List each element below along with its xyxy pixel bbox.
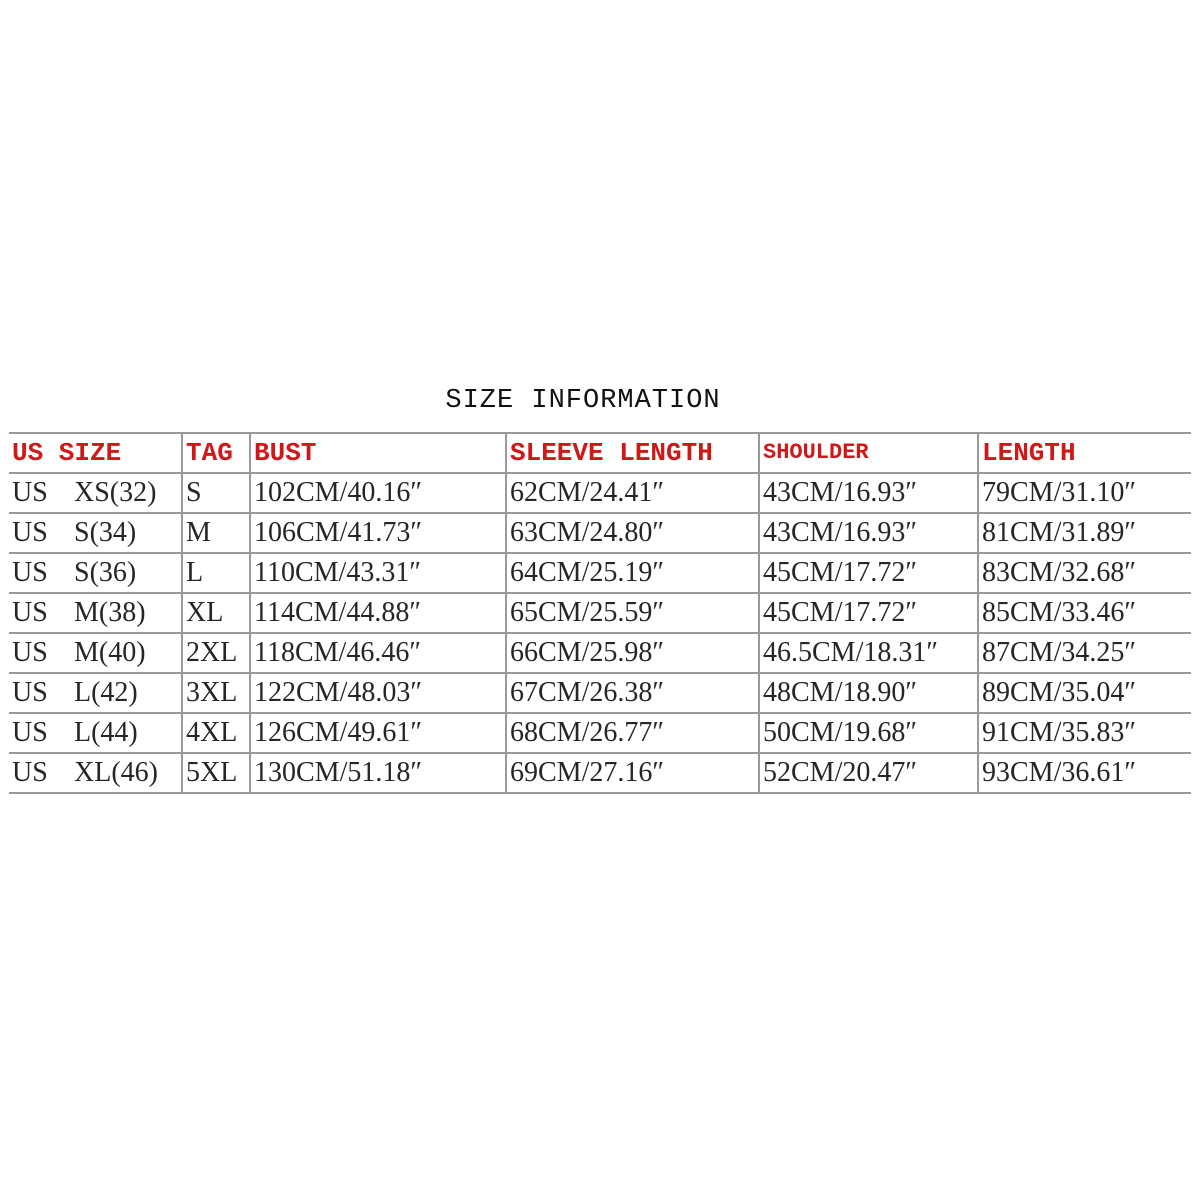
cell-bust: 122CM/48.03″	[250, 673, 506, 713]
us-prefix: US	[12, 557, 48, 588]
cell-us-size	[9, 753, 182, 793]
table-row	[9, 753, 1191, 793]
cell-shoulder: 45CM/17.72″	[759, 593, 978, 633]
cell-tag: L	[182, 553, 250, 593]
cell-bust: 130CM/51.18″	[250, 753, 506, 793]
cell-sleeve-length: 63CM/24.80″	[506, 513, 759, 553]
header-length: LENGTH	[978, 433, 1191, 473]
us-prefix: US	[12, 717, 48, 748]
cell-bust: 118CM/46.46″	[250, 633, 506, 673]
cell-us-size	[9, 673, 182, 713]
cell-length: 79CM/31.10″	[978, 473, 1191, 513]
cell-sleeve-length: 64CM/25.19″	[506, 553, 759, 593]
cell-shoulder: 48CM/18.90″	[759, 673, 978, 713]
cell-shoulder: 43CM/16.93″	[759, 473, 978, 513]
table-row	[9, 513, 1191, 553]
cell-tag: XL	[182, 593, 250, 633]
table-row	[9, 713, 1191, 753]
us-prefix: US	[12, 637, 48, 668]
table-body	[9, 473, 1191, 793]
us-size-value: S(36)	[74, 557, 137, 588]
us-prefix: US	[12, 597, 48, 628]
cell-length: 87CM/34.25″	[978, 633, 1191, 673]
cell-tag: 2XL	[182, 633, 250, 673]
cell-length: 91CM/35.83″	[978, 713, 1191, 753]
cell-us-size	[9, 713, 182, 753]
table-row	[9, 473, 1191, 513]
cell-bust: 114CM/44.88″	[250, 593, 506, 633]
page-title: SIZE INFORMATION	[445, 386, 721, 416]
cell-bust: 102CM/40.16″	[250, 473, 506, 513]
cell-us-size	[9, 593, 182, 633]
cell-us-size	[9, 513, 182, 553]
us-prefix: US	[12, 677, 48, 708]
cell-sleeve-length: 62CM/24.41″	[506, 473, 759, 513]
cell-bust: 126CM/49.61″	[250, 713, 506, 753]
cell-bust: 106CM/41.73″	[250, 513, 506, 553]
us-size-value: M(38)	[74, 597, 146, 628]
cell-length: 83CM/32.68″	[978, 553, 1191, 593]
us-prefix: US	[12, 517, 48, 548]
cell-sleeve-length: 69CM/27.16″	[506, 753, 759, 793]
cell-length: 89CM/35.04″	[978, 673, 1191, 713]
cell-us-size	[9, 553, 182, 593]
table-header-row	[9, 433, 1191, 473]
header-tag: TAG	[182, 433, 250, 473]
cell-tag: S	[182, 473, 250, 513]
us-prefix: US	[12, 477, 48, 508]
header-sleeve-length: SLEEVE LENGTH	[506, 433, 759, 473]
cell-length: 81CM/31.89″	[978, 513, 1191, 553]
cell-us-size	[9, 473, 182, 513]
us-prefix: US	[12, 757, 48, 788]
cell-length: 85CM/33.46″	[978, 593, 1191, 633]
cell-sleeve-length: 67CM/26.38″	[506, 673, 759, 713]
table-row	[9, 593, 1191, 633]
header-bust: BUST	[250, 433, 506, 473]
table-row	[9, 553, 1191, 593]
size-table	[9, 432, 1191, 794]
cell-shoulder: 45CM/17.72″	[759, 553, 978, 593]
cell-tag: M	[182, 513, 250, 553]
cell-sleeve-length: 65CM/25.59″	[506, 593, 759, 633]
cell-us-size	[9, 633, 182, 673]
cell-sleeve-length: 66CM/25.98″	[506, 633, 759, 673]
us-size-value: L(42)	[74, 677, 138, 708]
header-shoulder: SHOULDER	[759, 433, 978, 473]
us-size-value: XL(46)	[74, 757, 158, 788]
cell-tag: 4XL	[182, 713, 250, 753]
cell-tag: 5XL	[182, 753, 250, 793]
table-row	[9, 673, 1191, 713]
header-us-size: US SIZE	[9, 433, 182, 473]
cell-shoulder: 46.5CM/18.31″	[759, 633, 978, 673]
us-size-value: M(40)	[74, 637, 146, 668]
us-size-value: XS(32)	[74, 477, 157, 508]
table-row	[9, 633, 1191, 673]
cell-shoulder: 43CM/16.93″	[759, 513, 978, 553]
cell-length: 93CM/36.61″	[978, 753, 1191, 793]
cell-tag: 3XL	[182, 673, 250, 713]
us-size-value: S(34)	[74, 517, 137, 548]
cell-bust: 110CM/43.31″	[250, 553, 506, 593]
cell-shoulder: 52CM/20.47″	[759, 753, 978, 793]
us-size-value: L(44)	[74, 717, 138, 748]
cell-shoulder: 50CM/19.68″	[759, 713, 978, 753]
cell-sleeve-length: 68CM/26.77″	[506, 713, 759, 753]
